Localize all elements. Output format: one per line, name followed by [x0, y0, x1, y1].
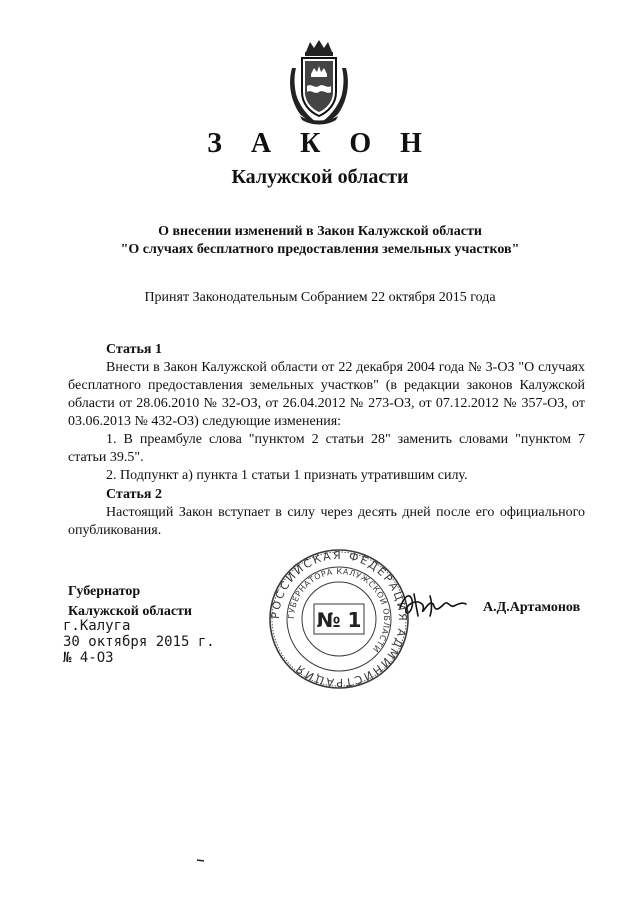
signer-position-line-2: Калужской области [68, 604, 192, 619]
seal-center-number: № 1 [316, 608, 362, 632]
article-1-item-2: 2. Подпункт а) пункта 1 статьи 1 признать утратившим силу. [106, 468, 468, 483]
law-subject [0, 223, 640, 259]
scan-speck [197, 859, 205, 862]
article-2-text: Настоящий Закон вступает в силу через десять дней после его официального опубликования. [68, 505, 585, 538]
registry-city: г.Калуга [63, 618, 131, 634]
document-type-title: З А К О Н [207, 128, 433, 159]
article-1-title: Статья 1 [106, 342, 162, 357]
signer-name: А.Д.Артамонов [483, 600, 581, 615]
seal-outer-text: РОССИЙСКАЯ ФЕДЕРАЦИЯ АДМИНИСТРАЦИЯ [268, 548, 410, 690]
subject-line-1: О внесении изменений в Закон Калужской области [158, 224, 482, 239]
signer-position [68, 582, 192, 622]
article-1 [68, 341, 585, 485]
subject-line-2: "О случаях бесплатного предоставления земельных участков" [120, 242, 520, 257]
registry-stamp [63, 618, 215, 666]
article-2-title: Статья 2 [106, 487, 162, 502]
signer-position-line-1: Губернатор [68, 584, 141, 599]
registry-number: № 4-ОЗ [63, 650, 114, 666]
region-title: Калужской области [231, 166, 409, 188]
seal-inner-text: ГУБЕРНАТОРА КАЛУЖСКОЙ ОБЛАСТИ [286, 566, 392, 655]
registry-date: 30 октября 2015 г. [63, 634, 215, 650]
adoption-line: Принят Законодательным Собранием 22 октября 2015 года [144, 290, 496, 305]
article-1-intro: Внести в Закон Калужской области от 22 декабря 2004 года № 3-ОЗ "О случаях бесплатного предоставления земельных участков" (в редакции законов Калужской области от 28.06.2010 № 32-ОЗ, от 26.04.2012 № 273-ОЗ, от 07.12.2012 № 357-ОЗ, от 03.06.2013 № 432-ОЗ) следующие изменения: [68, 360, 585, 429]
coat-of-arms-icon [286, 38, 352, 126]
handwritten-signature [396, 586, 476, 622]
article-1-item-1: 1. В преамбуле слова "пунктом 2 статьи 28" заменить словами "пунктом 7 статьи 39.5". [68, 432, 585, 465]
article-2 [68, 486, 585, 540]
official-seal [268, 548, 410, 690]
